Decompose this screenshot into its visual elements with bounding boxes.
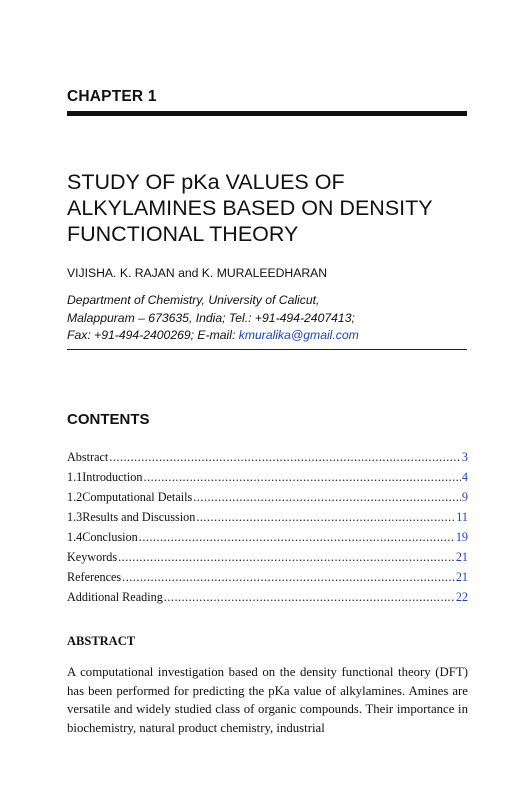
- toc-entry[interactable]: [67, 527, 468, 547]
- toc-entry[interactable]: [67, 447, 468, 467]
- toc-section-number: 1.2: [67, 490, 83, 504]
- toc-entry-label: Conclusion: [82, 530, 138, 544]
- toc-entry[interactable]: [67, 487, 468, 507]
- toc-entry-label: Additional Reading: [67, 590, 163, 604]
- author-affiliation: [67, 292, 467, 345]
- email-link[interactable]: kmuralika@gmail.com: [238, 328, 359, 342]
- toc-page-link[interactable]: 21: [455, 570, 468, 584]
- toc-page-link[interactable]: 4: [461, 470, 468, 484]
- affiliation-line-1: Department of Chemistry, University of Calicut,: [67, 293, 320, 307]
- author-list: VIJISHA. K. RAJAN and K. MURALEEDHARAN: [67, 266, 328, 280]
- toc-entry[interactable]: [67, 467, 468, 487]
- toc-entry-label: Keywords: [67, 550, 118, 564]
- toc-dot-leader: [196, 507, 455, 527]
- toc-entry[interactable]: [67, 567, 468, 587]
- toc-entry[interactable]: [67, 547, 468, 567]
- contact-fax-prefix: Fax: +91-494-2400269; E-mail:: [67, 328, 239, 342]
- toc-dot-leader: [109, 447, 461, 467]
- toc-entry-label: Introduction: [82, 470, 143, 484]
- toc-page-link[interactable]: 21: [455, 550, 468, 564]
- chapter-title: STUDY OF pKa VALUES OF ALKYLAMINES BASED ON DENSITY FUNCTIONAL THEORY: [67, 170, 433, 246]
- toc-section-number: 1.1: [67, 470, 83, 484]
- abstract-text: A computational investigation based on the density functional theory (DFT) has been performed for predicting the pKa value of alkylamines. Amines are versatile and widely studied class of organic compounds. Their importance in biochemistry, natural product chemistry, industrial: [67, 665, 468, 735]
- table-of-contents: [67, 447, 468, 607]
- toc-dot-leader: [164, 587, 455, 607]
- toc-entry-label: Computational Details: [82, 490, 193, 504]
- toc-entry-label: References: [67, 570, 122, 584]
- toc-section-number: 1.4: [67, 530, 83, 544]
- toc-page-link[interactable]: 22: [455, 590, 468, 604]
- toc-page-link[interactable]: 11: [456, 510, 468, 524]
- toc-dot-leader: [139, 527, 455, 547]
- toc-page-link[interactable]: 19: [455, 530, 468, 544]
- abstract-heading: ABSTRACT: [67, 634, 136, 648]
- affiliation-divider: [67, 349, 467, 350]
- toc-dot-leader: [118, 547, 455, 567]
- toc-entry[interactable]: [67, 507, 468, 527]
- toc-entry[interactable]: [67, 587, 468, 607]
- chapter-label: CHAPTER 1: [67, 88, 157, 105]
- chapter-heading-rule: [67, 111, 467, 116]
- toc-page-link[interactable]: 9: [461, 490, 468, 504]
- toc-entry-label: Results and Discussion: [82, 510, 196, 524]
- toc-dot-leader: [143, 467, 460, 487]
- toc-dot-leader: [193, 487, 461, 507]
- affiliation-line-2: Malappuram – 673635, India; Tel.: +91-494-2407413;: [67, 310, 355, 325]
- toc-page-link[interactable]: 3: [461, 450, 468, 464]
- toc-dot-leader: [122, 567, 455, 587]
- toc-entry-label: Abstract: [67, 450, 109, 464]
- toc-section-number: 1.3: [67, 510, 83, 524]
- contents-heading: CONTENTS: [67, 411, 150, 428]
- affiliation-line-3: [67, 327, 467, 345]
